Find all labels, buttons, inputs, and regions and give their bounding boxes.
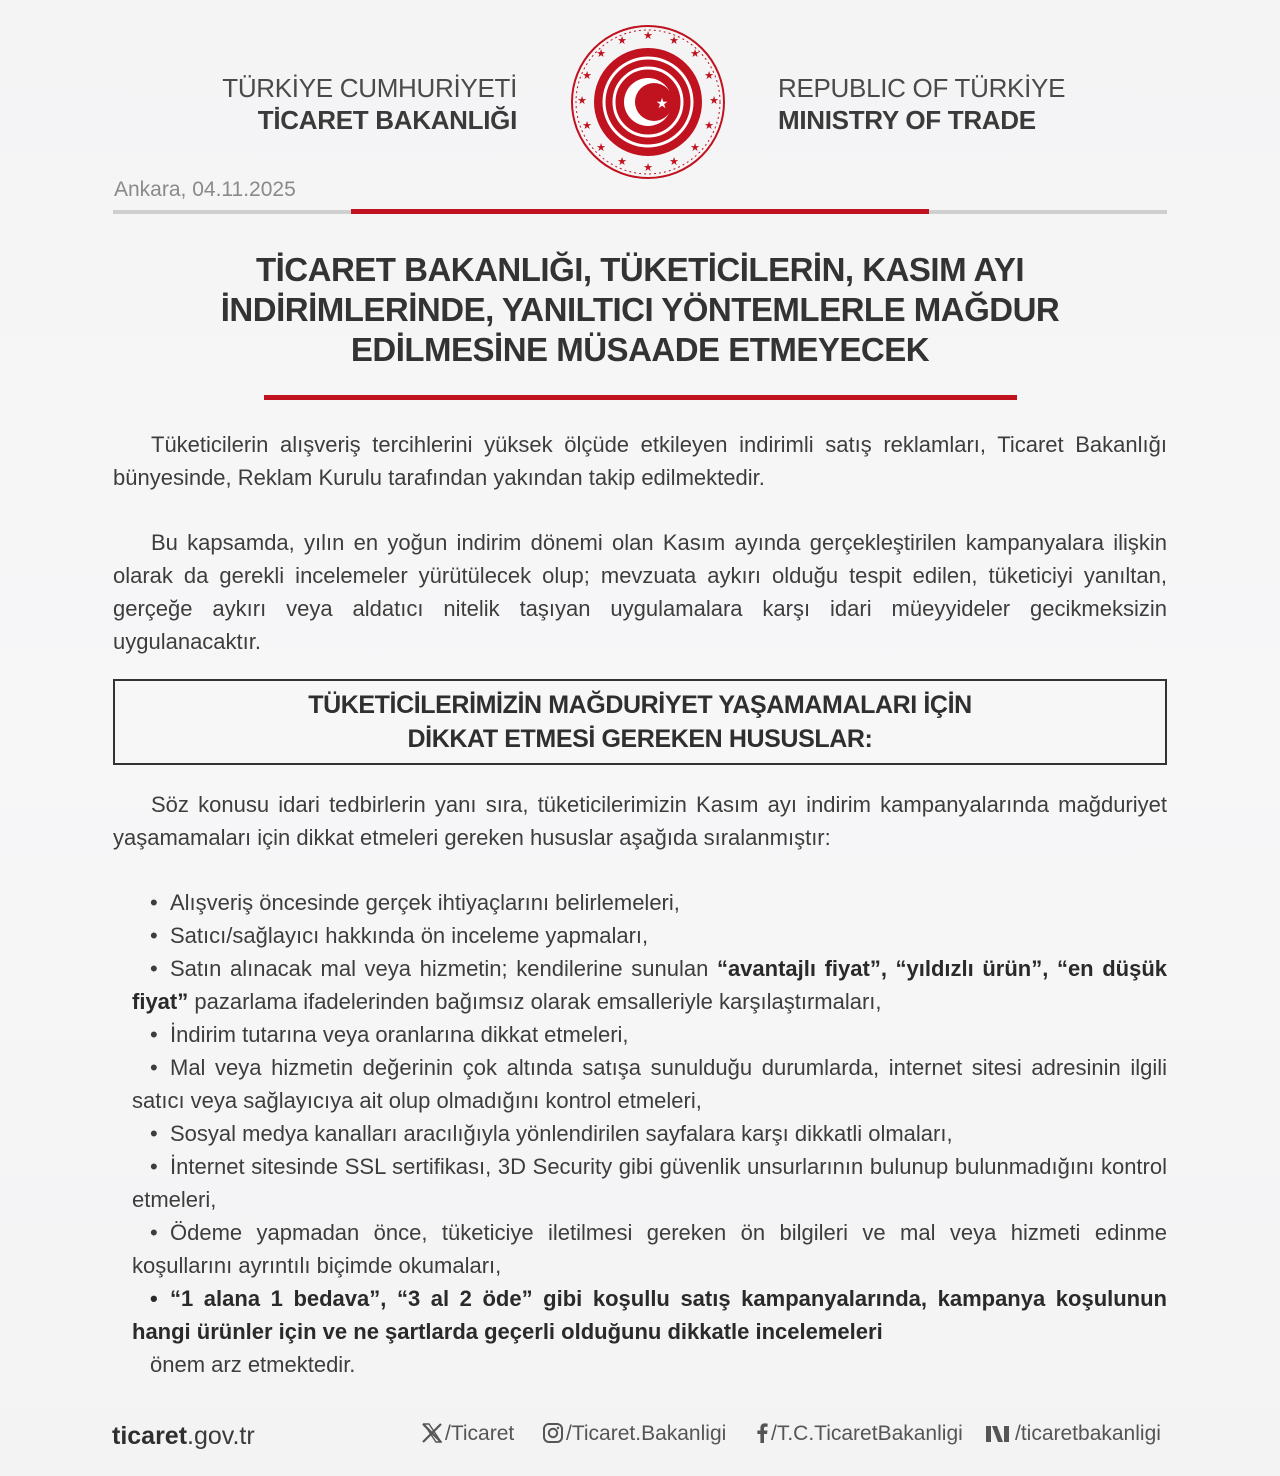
bullet: • [150, 1121, 158, 1146]
svg-text:★: ★ [709, 94, 719, 107]
list-item [132, 886, 1167, 919]
list-item-text: İndirim tutarına veya oranlarına dikkat etmeleri, [170, 1022, 629, 1047]
letterhead-en-line1: REPUBLIC OF TÜRKİYE [778, 73, 1066, 103]
list-item-text: “1 alana 1 bedava”, “3 al 2 öde” gibi koşullu satış kampanyalarında, kampanya koşulunun hangi ürünler için ve ne şartlarda geçerli olduğunu dikkatle incelemeleri [132, 1286, 1167, 1344]
section-heading-line-1: TÜKETİCİLERİMİZİN MAĞDURİYET YAŞAMAMALARI İÇİN [308, 691, 972, 719]
list-item-text: Mal veya hizmetin değerinin çok altında satışa sunulduğu durumlarda, internet sitesi adresinin ilgili satıcı veya sağlayıcıya ait olup olmadığını kontrol etmeleri, [132, 1055, 1167, 1113]
title-line-2: İNDİRİMLERİNDE, YANILTICI YÖNTEMLERLE MAĞDUR [220, 291, 1060, 328]
website-name: ticaret [112, 1422, 188, 1450]
nsosyal-handle: /ticaretbakanligi [1015, 1422, 1161, 1445]
section-heading-line-2: DİKKAT ETMESİ GEREKEN HUSUSLAR: [407, 725, 873, 753]
instagram-link[interactable] [542, 1422, 726, 1446]
paragraph-1: Tüketicilerin alışveriş tercihlerini yüksek ölçüde etkileyen indirimli satış reklamları, Ticaret Bakanlığı bünyesinde, Reklam Kurulu tarafından yakından takip edilmektedir. [113, 432, 1167, 490]
x-handle: /Ticaret [445, 1422, 515, 1445]
ministry-seal-icon [570, 24, 726, 180]
dateline: Ankara, 04.11.2025 [114, 178, 296, 201]
list-item [132, 1051, 1167, 1117]
svg-text:★: ★ [643, 29, 653, 42]
letterhead [0, 0, 1280, 180]
bullet: • [150, 890, 158, 915]
nsosyal-link[interactable] [985, 1422, 1161, 1446]
bullet: • [150, 956, 158, 981]
svg-text:★: ★ [669, 155, 679, 168]
svg-text:★: ★ [577, 94, 587, 107]
svg-text:★: ★ [655, 96, 669, 112]
letterhead-tr-line2: TİCARET BAKANLIĞI [257, 105, 517, 135]
list-item [132, 1018, 1167, 1051]
svg-text:★: ★ [617, 34, 627, 47]
list-item-bold [132, 1282, 1167, 1348]
bullet: • [150, 1220, 158, 1245]
letterhead-tr-line1: TÜRKİYE CUMHURİYETİ [222, 73, 517, 103]
website-domain: .gov.tr [187, 1422, 255, 1450]
letterhead-tr [217, 72, 517, 136]
list-item-emphasis: “avantajlı fiyat”, “yıldızlı ürün”, “en düşük fiyat” [132, 956, 1168, 1014]
svg-text:★: ★ [582, 69, 592, 82]
svg-text:★: ★ [669, 34, 679, 47]
facebook-icon [755, 1422, 769, 1444]
list-item [132, 919, 1167, 952]
bullet: • [150, 1022, 158, 1047]
section-heading-box [113, 679, 1167, 765]
x-link[interactable] [421, 1422, 514, 1446]
list-item-text: İnternet sitesinde SSL sertifikası, 3D Security gibi güvenlik unsurlarının bulunup bulunmadığını kontrol etmeleri, [132, 1154, 1167, 1212]
closing-text: önem arz etmektedir. [150, 1352, 356, 1377]
instagram-icon [542, 1422, 564, 1444]
facebook-handle: /T.C.TicaretBakanligi [771, 1422, 963, 1445]
list-item-text: Sosyal medya kanalları aracılığıyla yönlendirilen sayfalara karşı dikkatli olmaları, [170, 1121, 953, 1146]
svg-text:★: ★ [617, 155, 627, 168]
svg-text:★: ★ [596, 47, 606, 60]
list-item-text: Alışveriş öncesinde gerçek ihtiyaçlarını belirlemeleri, [170, 890, 680, 915]
svg-text:★: ★ [582, 119, 592, 132]
website-link[interactable] [112, 1422, 255, 1451]
nsosyal-icon [985, 1424, 1013, 1444]
divider-red-accent [351, 209, 929, 214]
title-line-1: TİCARET BAKANLIĞI, TÜKETİCİLERİN, KASIM AYI [255, 251, 1025, 288]
list-item-text: Ödeme yapmadan önce, tüketiciye iletilmesi gereken ön bilgileri ve mal veya hizmeti edinme koşullarını ayrıntılı biçimde okumaları, [132, 1220, 1167, 1278]
bullet: • [150, 1055, 158, 1080]
list-item [132, 1150, 1167, 1216]
svg-text:★: ★ [690, 141, 700, 154]
list-item [132, 1117, 1167, 1150]
svg-text:★: ★ [596, 141, 606, 154]
svg-text:★: ★ [643, 161, 653, 174]
paragraph-3: Söz konusu idari tedbirlerin yanı sıra, tüketicilerimizin Kasım ayı indirim kampanyalarında mağduriyet yaşamamaları için dikkat etmeleri gereken hususlar aşağıda sıralanmıştır: [113, 792, 1167, 850]
bullet: • [150, 923, 158, 948]
footer [0, 1410, 1280, 1460]
instagram-handle: /Ticaret.Bakanligi [566, 1422, 727, 1445]
title-underline [264, 395, 1017, 400]
press-release-title [120, 250, 1160, 370]
list-item-text: pazarlama ifadelerinden bağımsız olarak emsalleriyle karşılaştırmaları, [188, 989, 882, 1014]
list-item [132, 952, 1167, 1018]
paragraph-2: Bu kapsamda, yılın en yoğun indirim dönemi olan Kasım ayında gerçekleştirilen kampanyalara ilişkin olarak da gerekli incelemeler yürütülecek olup; mevzuata aykırı olduğu tespit edilen, tüketiciyi yanıltan, gerçeğe aykırı veya aldatıcı nitelik taşıyan uygulamalara karşı idari müeyyideler gecikmeksizin uygulanacaktır. [113, 530, 1167, 654]
svg-text:★: ★ [704, 119, 714, 132]
bullet: • [150, 1154, 158, 1179]
facebook-link[interactable] [755, 1422, 963, 1446]
list-item-text: Satın alınacak mal veya hizmetin; kendilerine sunulan [170, 956, 717, 981]
advice-list [132, 886, 1167, 1381]
svg-text:★: ★ [704, 69, 714, 82]
list-item-text: Satıcı/sağlayıcı hakkında ön inceleme yapmaları, [170, 923, 649, 948]
svg-text:★: ★ [690, 47, 700, 60]
letterhead-en-line2: MINISTRY OF TRADE [778, 105, 1036, 135]
letterhead-en [778, 72, 1098, 136]
list-item [132, 1216, 1167, 1282]
title-line-3: EDİLMESİNE MÜSAADE ETMEYECEK [350, 331, 930, 368]
x-icon [421, 1422, 443, 1444]
bullet: • [150, 1286, 158, 1311]
